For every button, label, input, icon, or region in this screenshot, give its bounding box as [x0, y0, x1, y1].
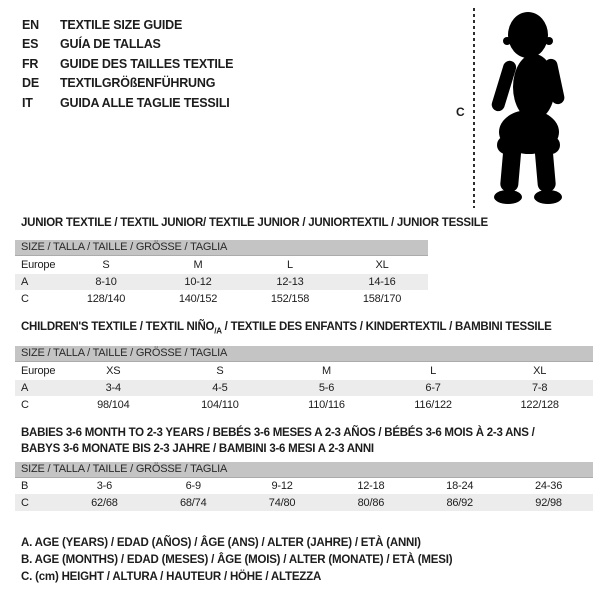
height-cell: 116/122 [414, 398, 452, 411]
language-code: ES [22, 37, 39, 52]
height-cell: 140/152 [178, 292, 218, 305]
table-row [15, 290, 428, 307]
junior-size-table [15, 240, 428, 307]
age-cell: 12-18 [357, 480, 385, 492]
table-row [15, 362, 593, 380]
babies-section-title [21, 426, 535, 457]
table-row [15, 396, 593, 413]
children-title-pre: CHILDREN'S TEXTILE / TEXTIL NIÑO [21, 321, 215, 333]
table-row [15, 494, 593, 511]
language-title: TEXTILE SIZE GUIDE [60, 17, 183, 32]
size-header-bar: SIZE / TALLA / TAILLE / GRÖSSE / TAGLIA [15, 462, 593, 478]
babies-size-table [15, 462, 593, 511]
children-title-post: / TEXTILE DES ENFANTS / KINDERTEXTIL / BAMBINI TESSILE [221, 321, 552, 333]
footnote-a: A. AGE (YEARS) / EDAD (AÑOS) / ÂGE (ANS) / ALTER (JAHRE) / ETÀ (ANNI) [21, 537, 421, 549]
height-cell: 158/170 [362, 292, 402, 305]
row-label: C [21, 496, 29, 509]
row-label: A [21, 382, 29, 394]
age-cell: 3-6 [96, 480, 113, 492]
language-code: IT [22, 95, 33, 110]
babies-title-line1: BABIES 3-6 MONTH TO 2-3 YEARS / BEBÉS 3-6 MESES A 2-3 AÑOS / BÉBÉS 3-6 MOIS À 2-3 ANS / [21, 427, 535, 439]
size-cell: XL [533, 365, 547, 377]
size-cell: XS [106, 365, 121, 377]
language-title: TEXTILGRÖßENFÜHRUNG [60, 76, 216, 91]
size-cell: M [193, 259, 203, 271]
age-cell: 10-12 [184, 276, 212, 288]
height-measure-label: C [456, 105, 465, 119]
age-cell: 24-36 [534, 480, 563, 492]
height-cell: 62/68 [91, 496, 118, 509]
language-title: GUIDA ALLE TAGLIE TESSILI [60, 95, 230, 110]
height-cell: 92/98 [535, 496, 562, 509]
age-cell: 4-5 [212, 382, 228, 394]
children-size-table [15, 346, 593, 413]
children-title-sub: /A [214, 326, 222, 336]
row-label: C [21, 398, 29, 411]
baby-silhouette-icon [484, 7, 579, 207]
language-code: EN [22, 17, 39, 32]
language-title: GUIDE DES TAILLES TEXTILE [60, 56, 234, 71]
height-cell: 98/104 [97, 398, 130, 411]
size-header-bar: SIZE / TALLA / TAILLE / GRÖSSE / TAGLIA [15, 346, 593, 362]
size-cell: L [287, 259, 293, 271]
age-cell: 8-10 [95, 276, 117, 288]
children-section-title [21, 320, 552, 339]
height-cell: 86/92 [446, 496, 473, 509]
age-cell: 12-13 [276, 276, 304, 288]
footnotes [21, 535, 452, 586]
language-row-fr [22, 54, 233, 74]
height-measure-dashed-line [473, 8, 475, 208]
age-cell: 6-9 [185, 480, 201, 492]
language-code: DE [22, 76, 39, 91]
size-cell: XL [375, 259, 389, 271]
row-label: A [21, 276, 29, 288]
row-label: Europe [21, 259, 56, 271]
age-cell: 5-6 [318, 382, 335, 394]
age-cell: 3-4 [105, 382, 121, 394]
language-row-es [22, 35, 233, 55]
size-cell: L [430, 365, 437, 377]
height-cell: 122/128 [520, 398, 559, 411]
table-row [15, 380, 593, 396]
language-code: FR [22, 56, 39, 71]
size-header-bar: SIZE / TALLA / TAILLE / GRÖSSE / TAGLIA [15, 240, 428, 256]
size-cell: S [216, 365, 224, 377]
age-cell: 7-8 [532, 382, 548, 394]
row-label: B [21, 480, 29, 492]
language-title: GUÍA DE TALLAS [60, 37, 161, 52]
language-row-de [22, 74, 233, 94]
babies-title-line2: BABYS 3-6 MONATE BIS 2-3 JAHRE / BAMBINI 3-6 MESI A 2-3 ANNI [21, 442, 374, 455]
height-cell: 128/140 [86, 292, 126, 305]
table-row [15, 274, 428, 290]
footnote-b: B. AGE (MONTHS) / EDAD (MESES) / ÂGE (MOIS) / ALTER (MONATE) / ETÀ (MESI) [21, 554, 453, 566]
height-cell: 110/116 [308, 398, 345, 411]
age-cell: 9-12 [271, 480, 293, 492]
height-cell: 74/80 [268, 496, 296, 509]
row-label: Europe [21, 365, 56, 377]
height-cell: 152/158 [270, 292, 310, 305]
row-label: C [21, 292, 29, 305]
language-list [22, 15, 233, 113]
age-cell: 6-7 [425, 382, 441, 394]
age-cell: 14-16 [368, 276, 396, 288]
size-cell: S [102, 259, 110, 271]
height-cell: 68/74 [179, 496, 207, 509]
table-row [15, 256, 428, 274]
size-cell: M [322, 365, 331, 377]
height-cell: 80/86 [357, 496, 385, 509]
language-row-en [22, 15, 233, 35]
language-row-it [22, 93, 233, 113]
table-row [15, 478, 593, 494]
footnote-c: C. (cm) HEIGHT / ALTURA / HAUTEUR / HÖHE / ALTEZZA [21, 571, 322, 583]
height-cell: 104/110 [201, 398, 239, 411]
age-cell: 18-24 [446, 480, 474, 492]
junior-section-title: JUNIOR TEXTILE / TEXTIL JUNIOR/ TEXTILE JUNIOR / JUNIORTEXTIL / JUNIOR TESSILE [21, 217, 488, 229]
